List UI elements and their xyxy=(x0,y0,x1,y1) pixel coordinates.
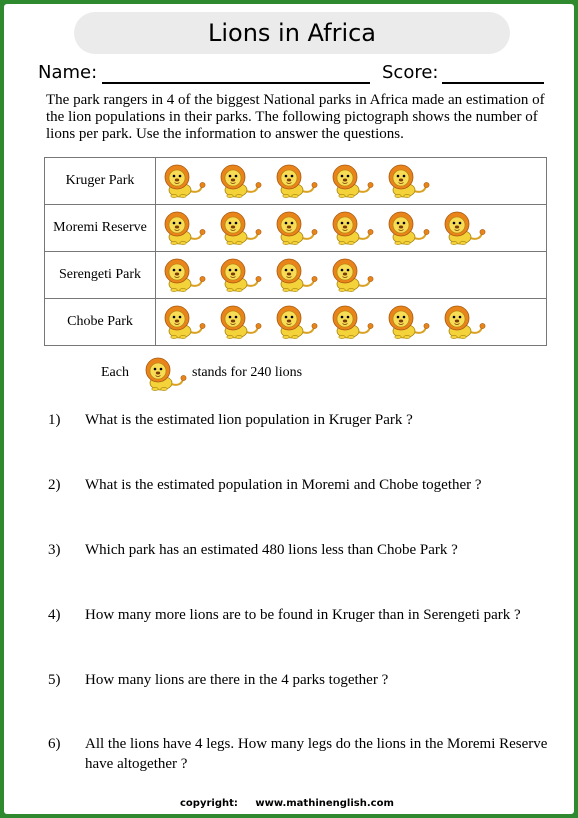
copyright-label: copyright: xyxy=(180,798,238,809)
score-field[interactable] xyxy=(442,82,544,84)
pictograph-row xyxy=(45,205,547,252)
lion-icon xyxy=(384,164,432,198)
question-text: All the lions have 4 legs. How many legs do the lions in the Moremi Reserve have altogether ? xyxy=(85,736,548,772)
key-each-label: Each xyxy=(101,365,129,380)
park-name: Moremi Reserve xyxy=(45,205,156,252)
lion-icon xyxy=(328,211,376,245)
question-text: Which park has an estimated 480 lions less than Chobe Park ? xyxy=(85,542,458,558)
question-text: What is the estimated lion population in Kruger Park ? xyxy=(85,412,413,428)
lion-icon xyxy=(216,211,264,245)
park-name: Chobe Park xyxy=(45,299,156,346)
lion-icon xyxy=(384,211,432,245)
question-number: 3) xyxy=(48,542,61,558)
lion-icons-cell xyxy=(156,158,547,205)
intro-paragraph: The park rangers in 4 of the biggest National parks in Africa made an estimation of the lion populations in their parks. The following pictograph shows the number of lions per park. Use the information to answer the questions. xyxy=(46,92,545,142)
lion-icon xyxy=(160,305,208,339)
lion-icon xyxy=(328,164,376,198)
lion-icon xyxy=(160,258,208,292)
lion-icon xyxy=(160,211,208,245)
lion-icon xyxy=(141,356,189,392)
park-name: Kruger Park xyxy=(45,158,156,205)
pictograph-table xyxy=(44,157,547,346)
lion-icon xyxy=(328,305,376,339)
score-label: Score: xyxy=(382,62,439,83)
lion-icon xyxy=(216,305,264,339)
question-text: How many more lions are to be found in Kruger than in Serengeti park ? xyxy=(85,607,521,623)
lion-icons-cell xyxy=(156,299,547,346)
lion-icon xyxy=(160,164,208,198)
lion-icon xyxy=(216,258,264,292)
question-number: 2) xyxy=(48,477,61,493)
park-name: Serengeti Park xyxy=(45,252,156,299)
lion-icons-cell xyxy=(156,252,547,299)
footer-copyright xyxy=(180,798,394,809)
page-title: Lions in Africa xyxy=(207,19,377,47)
pictograph-row xyxy=(45,299,547,346)
lion-icon xyxy=(440,211,488,245)
name-score-row xyxy=(38,60,548,88)
question-number: 6) xyxy=(48,736,61,752)
question-number: 4) xyxy=(48,607,61,623)
lion-icon xyxy=(216,164,264,198)
key-value-label: stands for 240 lions xyxy=(192,365,303,380)
question-number: 5) xyxy=(48,672,61,688)
lion-icon xyxy=(328,258,376,292)
lion-icon xyxy=(272,305,320,339)
pictograph-row xyxy=(45,158,547,205)
lion-icon xyxy=(272,164,320,198)
copyright-site: www.mathinenglish.com xyxy=(255,798,394,809)
name-label: Name: xyxy=(38,62,98,83)
lion-icons-cell xyxy=(156,205,547,252)
question-number: 1) xyxy=(48,412,61,428)
pictograph-row xyxy=(45,252,547,299)
lion-icon xyxy=(384,305,432,339)
lion-icon xyxy=(272,211,320,245)
lion-icon xyxy=(440,305,488,339)
title-banner xyxy=(74,12,510,54)
lion-icon xyxy=(272,258,320,292)
worksheet-page xyxy=(4,4,574,814)
question-text: What is the estimated population in Moremi and Chobe together ? xyxy=(85,477,482,493)
name-field[interactable] xyxy=(102,82,370,84)
question-text: How many lions are there in the 4 parks together ? xyxy=(85,672,389,688)
